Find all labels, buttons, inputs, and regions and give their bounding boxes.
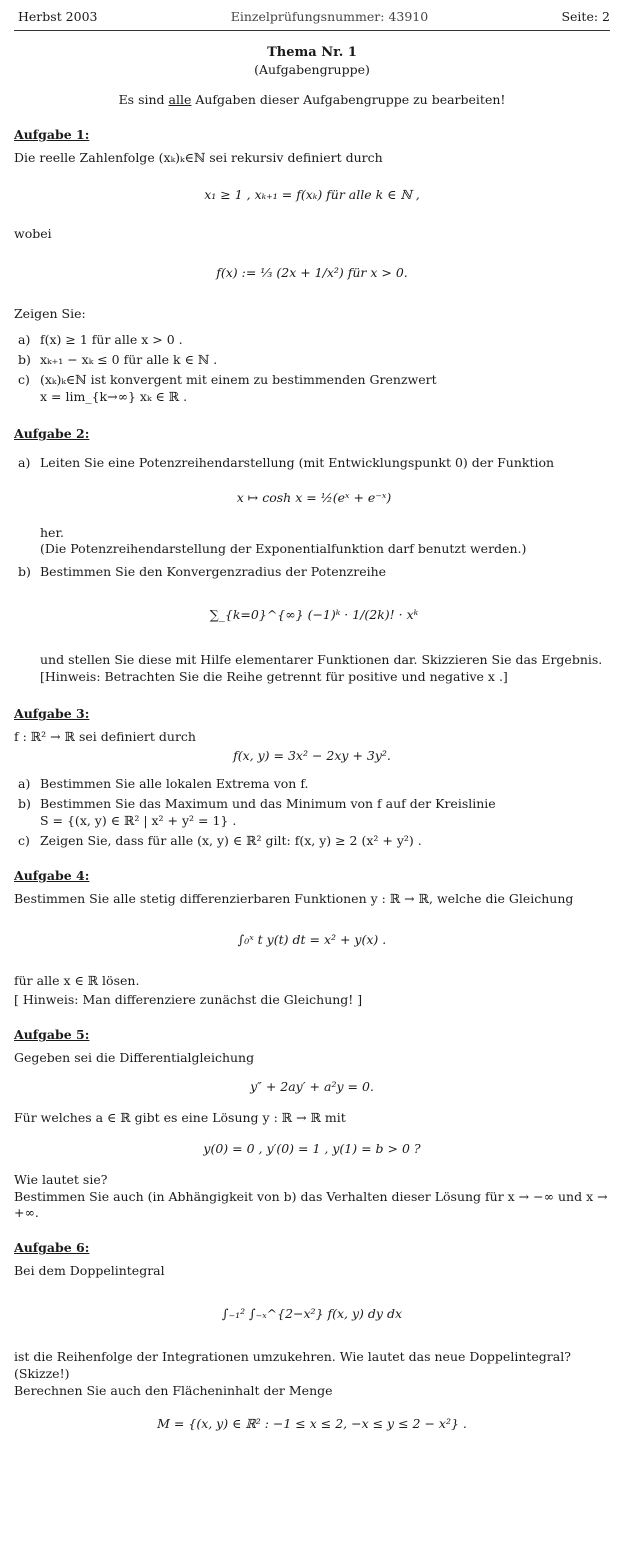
aufgabe-5-intro: Gegeben sei die Differentialgleichung — [14, 1050, 255, 1066]
aufgabe-2-title: Aufgabe 2: — [14, 425, 90, 441]
item-text: Leiten Sie eine Potenzreihendarstellung (mit Entwicklungspunkt 0) der Funktion — [40, 454, 555, 470]
instruction-post: Aufgaben dieser Aufgabengruppe zu bearbeiten! — [191, 92, 506, 108]
aufgabe-4-hint: [ Hinweis: Man differenziere zunächst die Gleichung! ] — [14, 992, 363, 1008]
item-text: f(x) ≥ 1 für alle x > 0 . — [40, 332, 183, 348]
item-text: xₖ₊₁ − xₖ ≤ 0 für alle k ∈ ℕ . — [40, 352, 218, 368]
list-item — [18, 796, 610, 813]
aufgabe-1-items — [14, 332, 610, 406]
list-item — [18, 352, 610, 369]
item-text: Bestimmen Sie das Maximum und das Minimum von f auf der Kreislinie — [40, 796, 496, 812]
aufgabe-5-question: Für welches a ∈ ℝ gibt es eine Lösung y : ℝ → ℝ mit — [14, 1109, 346, 1125]
list-item — [18, 332, 610, 349]
aufgabe-6-title: Aufgabe 6: — [14, 1240, 90, 1256]
aufgabe-6-set: M = {(x, y) ∈ ℝ² : −1 ≤ x ≤ 2, −x ≤ y ≤ 2 − x²} . — [157, 1415, 467, 1431]
instruction-pre: Es sind — [118, 92, 169, 108]
item-text: Zeigen Sie, dass für alle (x, y) ∈ ℝ² gilt: f(x, y) ≥ 2 (x² + y²) . — [40, 833, 422, 849]
thema-title: Thema Nr. 1 — [267, 44, 357, 60]
aufgabe-5-bestimmen: Bestimmen Sie auch (in Abhängigkeit von b) das Verhalten dieser Lösung für x → −∞ und x → +∞. — [14, 1188, 608, 1221]
item-continuation: x = lim_{k→∞} xₖ ∈ ℝ . — [40, 389, 188, 405]
aufgabe-4-after: für alle x ∈ ℝ lösen. — [14, 972, 140, 988]
item-label: b) — [18, 796, 31, 812]
item-continuation: S = {(x, y) ∈ ℝ² | x² + y² = 1} . — [40, 813, 237, 829]
item-label: b) — [18, 564, 31, 580]
aufgabe-1-zeigen: Zeigen Sie: — [14, 305, 86, 321]
header-exam-number: Einzelprüfungsnummer: 43910 — [230, 9, 429, 24]
aufgabe-2-note: (Die Potenzreihendarstellung der Exponentialfunktion darf benutzt werden.) — [40, 541, 527, 557]
list-item — [18, 455, 610, 472]
aufgabe-1-intro: Die reelle Zahlenfolge (xₖ)ₖ∈ℕ sei rekursiv definiert durch — [14, 150, 383, 166]
item-label: a) — [18, 776, 31, 792]
item-label: b) — [18, 352, 31, 368]
item-label: c) — [18, 833, 30, 849]
aufgabe-1-title: Aufgabe 1: — [14, 127, 90, 143]
aufgabe-1-wobei: wobei — [14, 225, 52, 241]
aufgabe-3-title: Aufgabe 3: — [14, 705, 90, 721]
header-term: Herbst 2003 — [18, 9, 98, 24]
aufgabe-3-intro: f : ℝ² → ℝ sei definiert durch — [14, 728, 196, 744]
list-item — [18, 776, 610, 793]
item-text: Bestimmen Sie alle lokalen Extrema von f. — [40, 776, 309, 792]
item-label: a) — [18, 454, 31, 470]
list-item — [18, 833, 610, 850]
aufgabe-4-title: Aufgabe 4: — [14, 867, 90, 883]
aufgabe-6-text2: Berechnen Sie auch den Flächeninhalt der Menge — [14, 1382, 333, 1398]
aufgabe-2-items — [14, 455, 610, 686]
item-label: a) — [18, 332, 31, 348]
item-label: c) — [18, 372, 30, 388]
header-page: Seite: 2 — [561, 9, 610, 24]
aufgabe-4-intro: Bestimmen Sie alle stetig differenzierbaren Funktionen y : ℝ → ℝ, welche die Gleichung — [14, 890, 574, 906]
aufgabe-3-eq: f(x, y) = 3x² − 2xy + 3y². — [233, 747, 391, 763]
aufgabe-5-title: Aufgabe 5: — [14, 1027, 90, 1043]
aufgabe-3-items — [14, 776, 610, 850]
aufgabe-2-cosh: x ↦ cosh x = ½(eˣ + e⁻ˣ) — [236, 489, 392, 505]
instruction — [14, 92, 610, 109]
aufgabe-2-hint: [Hinweis: Betrachten Sie die Reihe getrennt für positive und negative x .] — [40, 668, 508, 684]
aufgabe-6-text1: ist die Reihenfolge der Integrationen umzukehren. Wie lautet das neue Doppelintegral? (Skizze!) — [14, 1348, 571, 1381]
aufgabe-6-integral: ∫₋₁² ∫₋ₓ^{2−x²} f(x, y) dy dx — [222, 1306, 402, 1322]
aufgabe-6-intro: Bei dem Doppelintegral — [14, 1263, 165, 1279]
aufgabe-2-series: ∑_{k=0}^{∞} (−1)ᵏ · 1/(2k)! · xᵏ — [209, 607, 419, 623]
aufgabe-2-her: her. — [40, 524, 65, 540]
aufgabe-5-wie: Wie lautet sie? — [14, 1171, 108, 1187]
aufgabe-4-eq: ∫₀ˣ t y(t) dt = x² + y(x) . — [237, 931, 387, 947]
aufgabe-2-after: und stellen Sie diese mit Hilfe elementarer Funktionen dar. Skizzieren Sie das Ergebnis. — [40, 652, 603, 668]
aufgabe-5-conditions: y(0) = 0 , y′(0) = 1 , y(1) = b > 0 ? — [203, 1140, 421, 1156]
aufgabe-1-recursion: x₁ ≥ 1 , xₖ₊₁ = f(xₖ) für alle k ∈ ℕ , — [204, 186, 420, 202]
page-header — [14, 0, 610, 31]
item-text: (xₖ)ₖ∈ℕ ist konvergent mit einem zu bestimmenden Grenzwert — [40, 372, 437, 388]
aufgabe-5-ode: y″ + 2ay′ + a²y = 0. — [250, 1079, 374, 1095]
thema-subtitle: (Aufgabengruppe) — [254, 62, 370, 78]
list-item — [18, 564, 610, 581]
item-text: Bestimmen Sie den Konvergenzradius der Potenzreihe — [40, 564, 387, 580]
list-item — [18, 372, 610, 389]
aufgabe-1-function: f(x) := ⅓ (2x + 1/x²) für x > 0. — [216, 264, 408, 280]
instruction-underlined: alle — [168, 92, 192, 108]
